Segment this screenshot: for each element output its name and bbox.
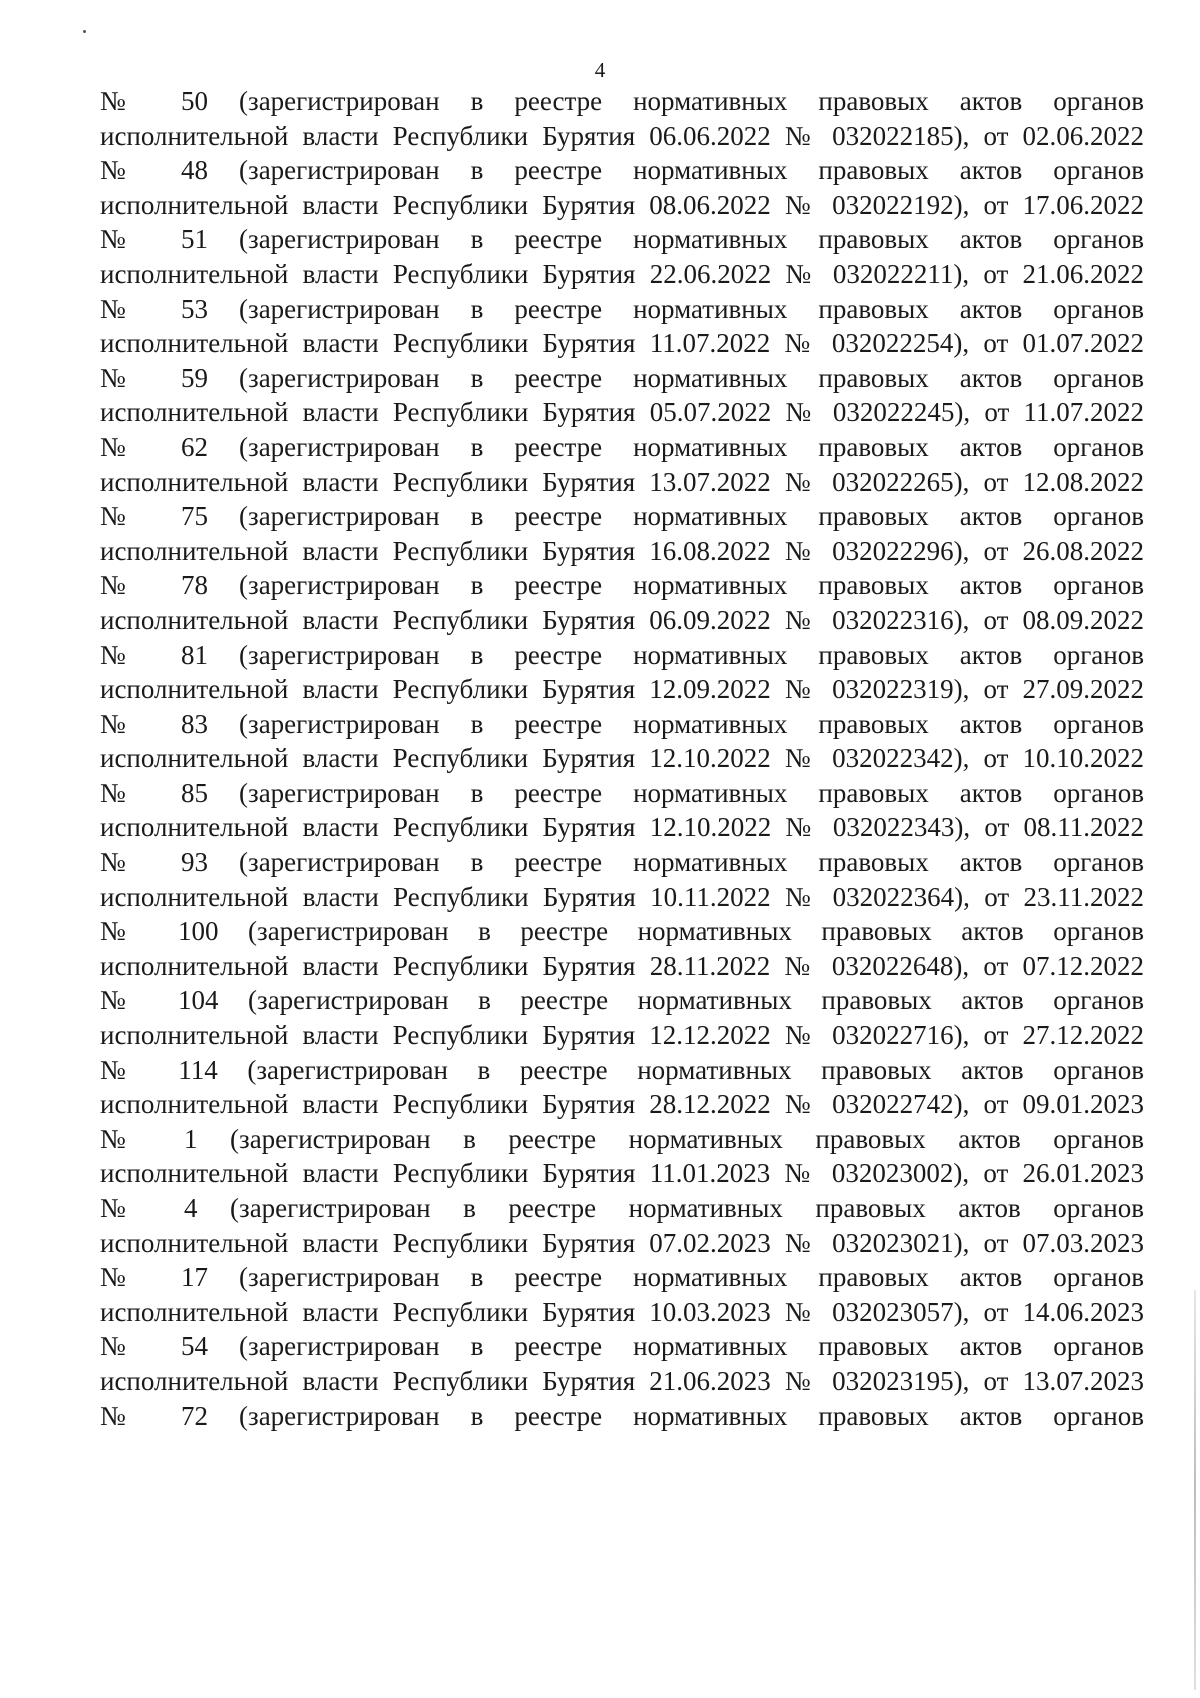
entry-line: исполнительной власти Республики Бурятия 22.06.2022 № 032022211), от 21.06.2022 bbox=[100, 258, 1144, 289]
page-number: 4 bbox=[594, 58, 606, 82]
entry-line: № 50 (зарегистрирован в реестре нормативных правовых актов органов bbox=[100, 86, 1144, 116]
entry-line: № 4 (зарегистрирован в реестре нормативных правовых актов органов bbox=[100, 1193, 1144, 1223]
entry-line: № 93 (зарегистрирован в реестре нормативных правовых актов органов bbox=[100, 847, 1144, 878]
entry-line: исполнительной власти Республики Бурятия 07.02.2023 № 032023021), от 07.03.2023 bbox=[100, 1227, 1144, 1258]
entry-line: № 53 (зарегистрирован в реестре нормативных правовых актов органов bbox=[100, 293, 1144, 324]
entry-line: исполнительной власти Республики Бурятия 06.09.2022 № 032022316), от 08.09.2022 bbox=[100, 604, 1144, 635]
entry-line: исполнительной власти Республики Бурятия 06.06.2022 № 032022185), от 02.06.2022 bbox=[100, 120, 1144, 151]
entry-line: исполнительной власти Республики Бурятия 11.07.2022 № 032022254), от 01.07.2022 bbox=[100, 328, 1144, 359]
entry-line: № 54 (зарегистрирован в реестре нормативных правовых актов органов bbox=[100, 1331, 1144, 1362]
entry-line: исполнительной власти Республики Бурятия 28.12.2022 № 032022742), от 09.01.2023 bbox=[100, 1089, 1144, 1120]
entry-line: исполнительной власти Республики Бурятия 12.10.2022 № 032022342), от 10.10.2022 bbox=[100, 743, 1144, 774]
entry-line: исполнительной власти Республики Бурятия 13.07.2022 № 032022265), от 12.08.2022 bbox=[100, 466, 1144, 497]
entry-line: № 81 (зарегистрирован в реестре нормативных правовых актов органов bbox=[100, 639, 1144, 670]
entry-line: № 104 (зарегистрирован в реестре нормативных правовых актов органов bbox=[100, 985, 1144, 1016]
entry-line: № 59 (зарегистрирован в реестре нормативных правовых актов органов bbox=[100, 362, 1144, 393]
entry-line: № 100 (зарегистрирован в реестре нормативных правовых актов органов bbox=[100, 916, 1144, 947]
entry-line: исполнительной власти Республики Бурятия 21.06.2023 № 032023195), от 13.07.2023 bbox=[100, 1365, 1144, 1396]
entry-line: № 85 (зарегистрирован в реестре нормативных правовых актов органов bbox=[100, 777, 1144, 808]
entry-line: исполнительной власти Республики Бурятия 10.03.2023 № 032023057), от 14.06.2023 bbox=[100, 1296, 1144, 1327]
entry-line: № 78 (зарегистрирован в реестре нормативных правовых актов органов bbox=[100, 570, 1144, 601]
entry-line: исполнительной власти Республики Бурятия 28.11.2022 № 032022648), от 07.12.2022 bbox=[100, 950, 1144, 981]
entry-line: исполнительной власти Республики Бурятия 12.12.2022 № 032022716), от 27.12.2022 bbox=[100, 1020, 1144, 1051]
entry-line: № 48 (зарегистрирован в реестре нормативных правовых актов органов bbox=[100, 155, 1144, 186]
entry-line: № 75 (зарегистрирован в реестре нормативных правовых актов органов bbox=[100, 501, 1144, 532]
entry-line: исполнительной власти Республики Бурятия 08.06.2022 № 032022192), от 17.06.2022 bbox=[100, 189, 1144, 220]
scan-artifact-dot bbox=[83, 30, 86, 33]
entry-line: исполнительной власти Республики Бурятия 12.09.2022 № 032022319), от 27.09.2022 bbox=[100, 674, 1144, 705]
entry-line: № 51 (зарегистрирован в реестре нормативных правовых актов органов bbox=[100, 224, 1144, 255]
entry-line: № 83 (зарегистрирован в реестре нормативных правовых актов органов bbox=[100, 708, 1144, 739]
entry-line: исполнительной власти Республики Бурятия 11.01.2023 № 032023002), от 26.01.2023 bbox=[100, 1158, 1144, 1189]
entry-line: исполнительной власти Республики Бурятия 16.08.2022 № 032022296), от 26.08.2022 bbox=[100, 535, 1144, 566]
scan-edge-shadow bbox=[1194, 1290, 1196, 1690]
entry-line: исполнительной власти Республики Бурятия 12.10.2022 № 032022343), от 08.11.2022 bbox=[100, 812, 1144, 843]
entry-line: № 17 (зарегистрирован в реестре нормативных правовых актов органов bbox=[100, 1262, 1144, 1293]
document-body bbox=[100, 84, 1144, 1433]
entry-line: № 72 (зарегистрирован в реестре нормативных правовых актов органов bbox=[100, 1400, 1144, 1431]
entry-line: исполнительной власти Республики Бурятия 05.07.2022 № 032022245), от 11.07.2022 bbox=[100, 397, 1144, 428]
entry-line: № 114 (зарегистрирован в реестре нормативных правовых актов органов bbox=[100, 1054, 1144, 1085]
entry-line: № 1 (зарегистрирован в реестре нормативных правовых актов органов bbox=[100, 1123, 1144, 1154]
entry-line: № 62 (зарегистрирован в реестре нормативных правовых актов органов bbox=[100, 431, 1144, 462]
entry-line: исполнительной власти Республики Бурятия 10.11.2022 № 032022364), от 23.11.2022 bbox=[100, 881, 1144, 912]
